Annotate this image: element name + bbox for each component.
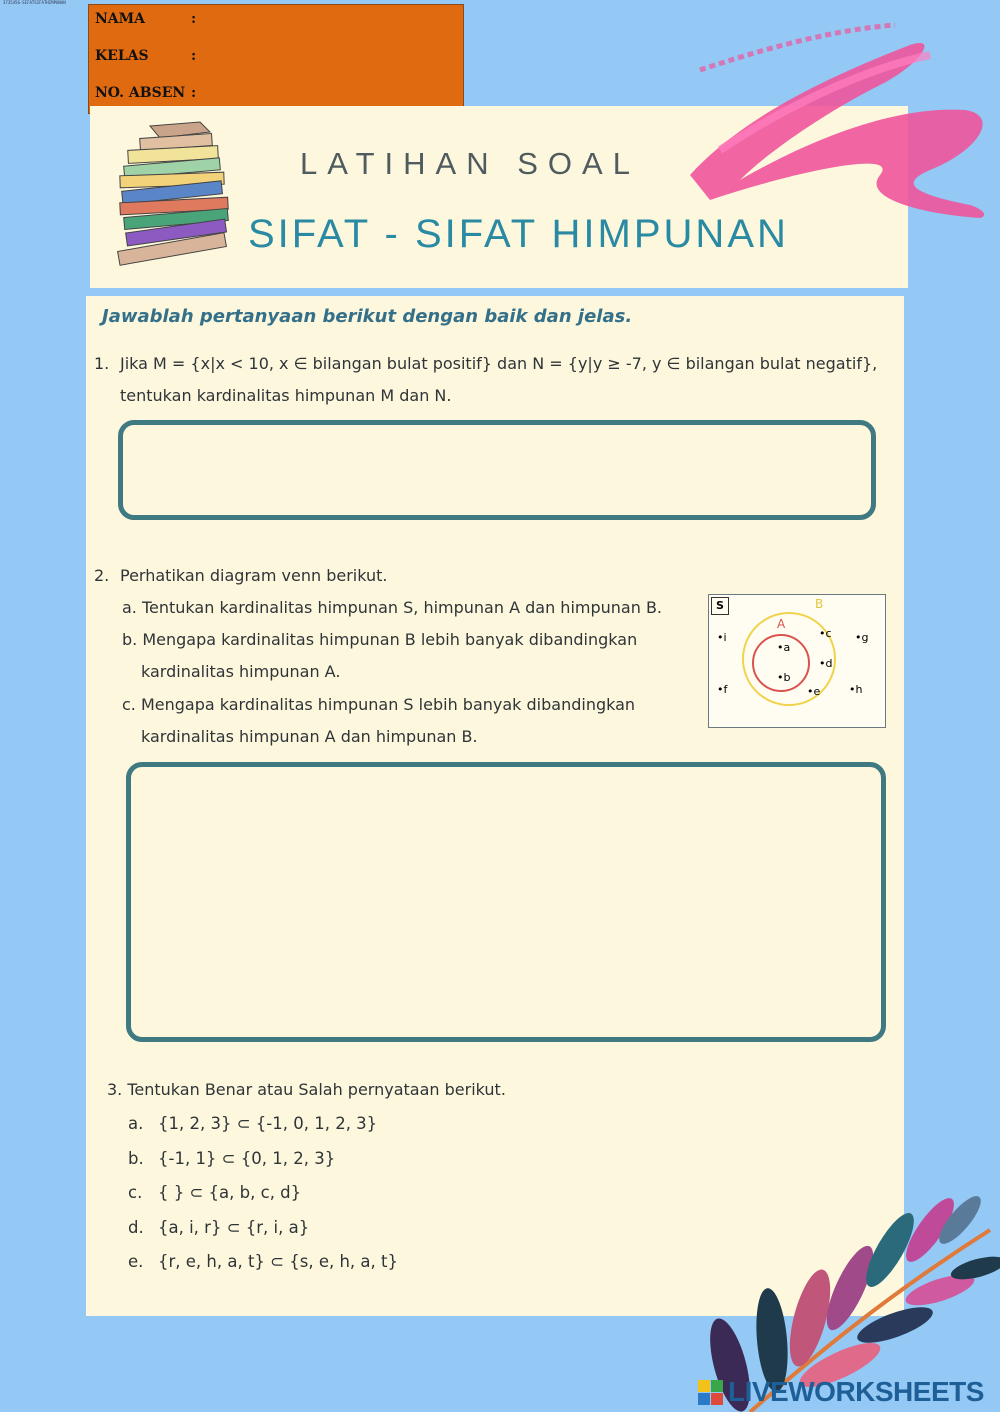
element-h: •h — [849, 683, 863, 696]
kelas-colon: : — [191, 48, 197, 64]
subtitle: LATIHAN SOAL — [300, 146, 640, 181]
q3-item-d: d. {a, i, r} ⊂ {r, i, a} — [128, 1218, 310, 1237]
nama-row — [95, 11, 197, 27]
kelas-label: KELAS — [95, 48, 149, 64]
liveworksheets-logo-icon — [698, 1380, 724, 1406]
q3-item-a: a. {1, 2, 3} ⊂ {-1, 0, 1, 2, 3} — [128, 1114, 378, 1133]
q3-item-c: c. { } ⊂ {a, b, c, d} — [128, 1183, 302, 1202]
brush-stroke-decoration — [680, 10, 1000, 220]
element-a: •a — [777, 641, 791, 654]
q3-item-b: b. {-1, 1} ⊂ {0, 1, 2, 3} — [128, 1149, 336, 1168]
q2-item-c-line2: kardinalitas himpunan A dan himpunan B. — [141, 727, 478, 746]
identity-box — [88, 4, 464, 114]
nama-label: NAMA — [95, 11, 146, 27]
venn-diagram — [708, 594, 886, 728]
q1-answer-box[interactable] — [118, 420, 876, 520]
set-b-label: B — [815, 597, 824, 611]
page-title: SIFAT - SIFAT HIMPUNAN — [248, 212, 789, 256]
set-a-label: A — [777, 617, 786, 631]
absen-colon: : — [191, 85, 197, 101]
q1-line1: Jika M = {x|x < 10, x ∈ bilangan bulat positif} dan N = {y|y ≥ -7, y ∈ bilangan bulat negatif}, — [120, 354, 878, 373]
element-b: •b — [777, 671, 791, 684]
element-i: •i — [717, 631, 727, 644]
q2-item-b-line1: b. Mengapa kardinalitas himpunan B lebih banyak dibandingkan — [122, 630, 638, 649]
q2-item-b-line2: kardinalitas himpunan A. — [141, 662, 341, 681]
q3-heading: 3. Tentukan Benar atau Salah pernyataan berikut. — [107, 1080, 506, 1099]
element-d: •d — [819, 657, 833, 670]
absen-label: NO. ABSEN — [95, 85, 186, 101]
document-id: 3735456-SIFATSIFATHIMPUNAN — [3, 0, 66, 5]
element-g: •g — [855, 631, 869, 644]
q2-item-c-line1: c. Mengapa kardinalitas himpunan S lebih banyak dibandingkan — [122, 695, 636, 714]
q2-number: 2. — [94, 566, 110, 585]
q1-line2: tentukan kardinalitas himpunan M dan N. — [120, 386, 452, 405]
brand-name: LIVEWORKSHEETS — [728, 1376, 984, 1407]
instruction: Jawablah pertanyaan berikut dengan baik dan jelas. — [102, 306, 633, 327]
universe-label: S — [711, 597, 729, 615]
kelas-row — [95, 48, 197, 64]
q1-number: 1. — [94, 354, 110, 373]
element-e: •e — [807, 685, 821, 698]
nama-colon: : — [191, 11, 197, 27]
book-stack-illustration — [110, 118, 250, 268]
element-c: •c — [819, 627, 832, 640]
q3-item-e: e. {r, e, h, a, t} ⊂ {s, e, h, a, t} — [128, 1252, 398, 1271]
q2-prompt: Perhatikan diagram venn berikut. — [120, 566, 388, 585]
element-f: •f — [717, 683, 728, 696]
absen-row — [95, 85, 197, 101]
q2-item-a: a. Tentukan kardinalitas himpunan S, himpunan A dan himpunan B. — [122, 598, 662, 617]
q2-answer-box[interactable] — [126, 762, 886, 1042]
